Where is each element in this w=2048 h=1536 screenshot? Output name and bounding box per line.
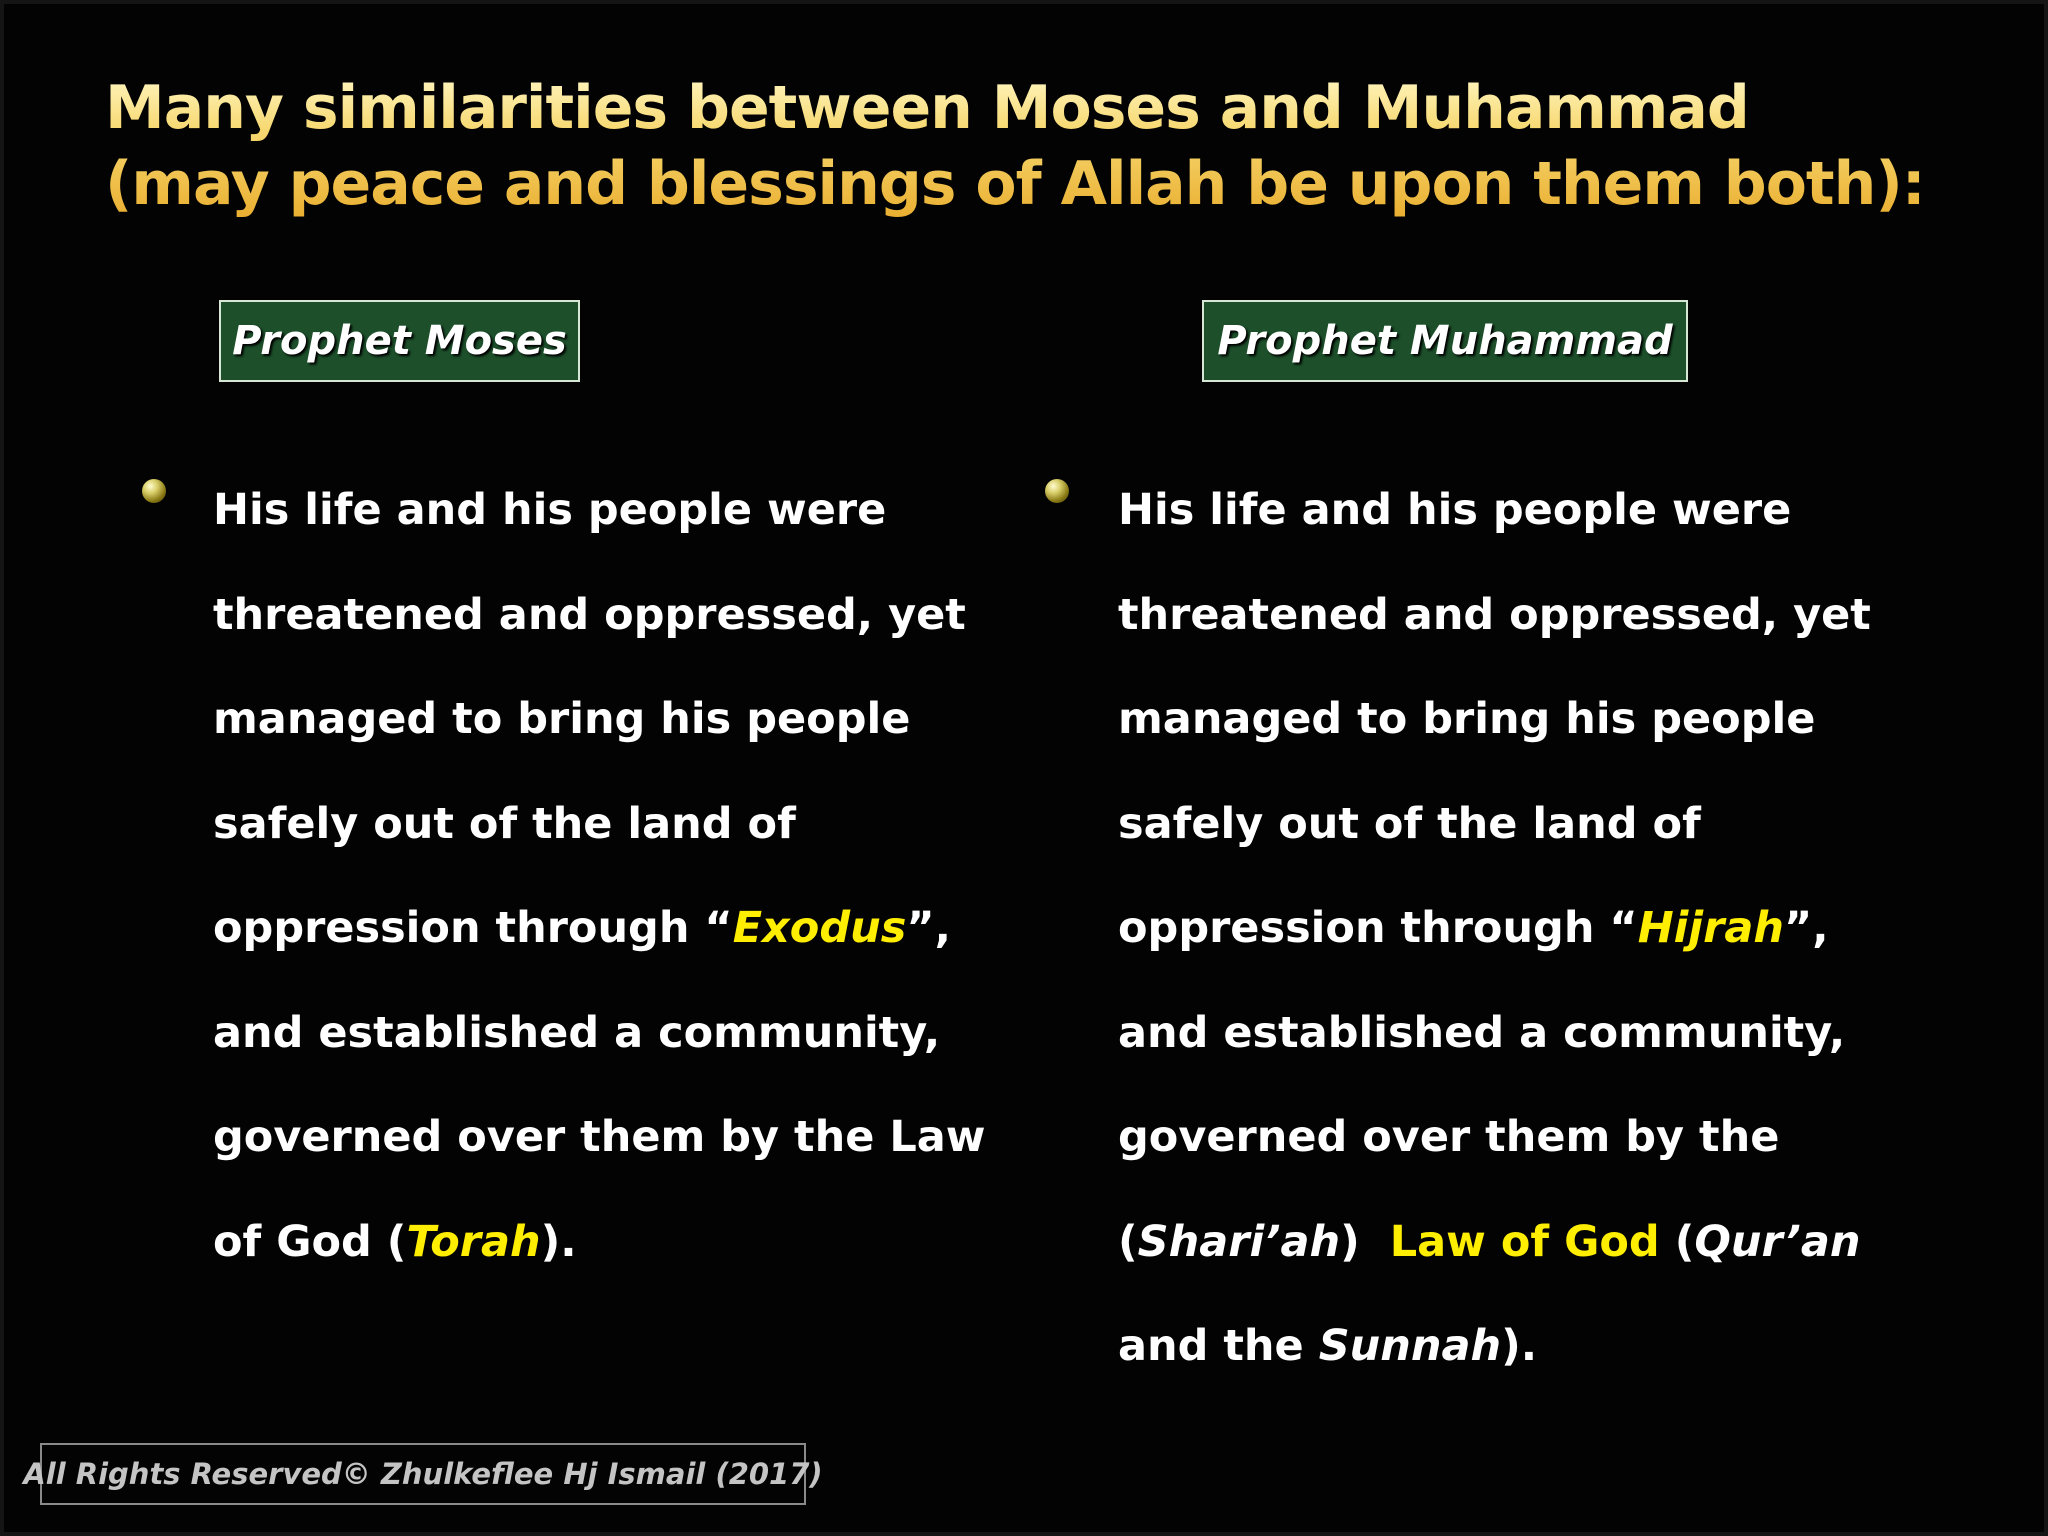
sunnah-term: Sunnah [1318, 1321, 1502, 1371]
moses-line-4: safely out of the land of [213, 798, 796, 849]
copyright-footer: All Rights Reserved© Zhulkeflee Hj Ismail (2017) [40, 1443, 806, 1505]
moses-bullet-text [213, 458, 1013, 1294]
muhammad-line-4: safely out of the land of [1118, 798, 1701, 849]
title-line-1: Many similarities between Moses and Muhammad [105, 73, 1749, 143]
muhammad-line-5 [1118, 876, 2018, 981]
moses-line-8-text: of God ( [213, 1216, 407, 1267]
moses-line-8 [213, 1190, 1013, 1295]
paren-close: ) [1340, 1216, 1390, 1267]
moses-line-5-end: ”, [906, 903, 951, 953]
quran-term: Qur’an [1694, 1216, 1861, 1267]
muhammad-line-8 [1118, 1190, 2018, 1295]
muhammad-line-5-end: ”, [1784, 903, 1829, 953]
torah-highlight: Torah [406, 1216, 541, 1267]
muhammad-bullet-text [1118, 458, 2018, 1399]
muhammad-line-6: and established a community, [1118, 1007, 1846, 1058]
shariah-term: Shari’ah [1137, 1216, 1341, 1267]
muhammad-line-7: governed over them by the [1118, 1112, 1780, 1162]
law-of-god-highlight: Law of God [1389, 1216, 1660, 1267]
title-line-2: (may peace and blessings of Allah be upon them both): [105, 149, 1925, 219]
muhammad-line-9 [1118, 1294, 2018, 1399]
moses-line-8-end: ). [540, 1216, 577, 1267]
moses-line-7: governed over them by the Law [213, 1112, 986, 1162]
bullet-icon [1045, 479, 1069, 503]
bullet-icon [142, 479, 166, 503]
header-prophet-muhammad: Prophet Muhammad [1202, 300, 1688, 382]
muhammad-line-3: managed to bring his people [1118, 694, 1816, 744]
moses-line-2: threatened and oppressed, yet [213, 589, 966, 640]
muhammad-line-9-text: and the [1118, 1321, 1319, 1371]
slide-title [105, 70, 2005, 222]
paren-open: ( [1118, 1216, 1138, 1267]
muhammad-line-9-end: ). [1501, 1321, 1538, 1371]
paren-open-2: ( [1659, 1216, 1695, 1267]
hijrah-highlight: Hijrah [1637, 903, 1784, 953]
moses-line-1: His life and his people were [213, 485, 887, 535]
moses-line-5 [213, 876, 1013, 981]
muhammad-line-2: threatened and oppressed, yet [1118, 589, 1871, 640]
muhammad-line-1: His life and his people were [1118, 485, 1792, 535]
moses-line-6: and established a community, [213, 1007, 941, 1058]
header-prophet-moses: Prophet Moses [219, 300, 580, 382]
exodus-highlight: Exodus [732, 903, 907, 953]
moses-line-3: managed to bring his people [213, 694, 911, 744]
muhammad-line-5-text: oppression through “ [1118, 903, 1638, 953]
moses-line-5-text: oppression through “ [213, 903, 733, 953]
